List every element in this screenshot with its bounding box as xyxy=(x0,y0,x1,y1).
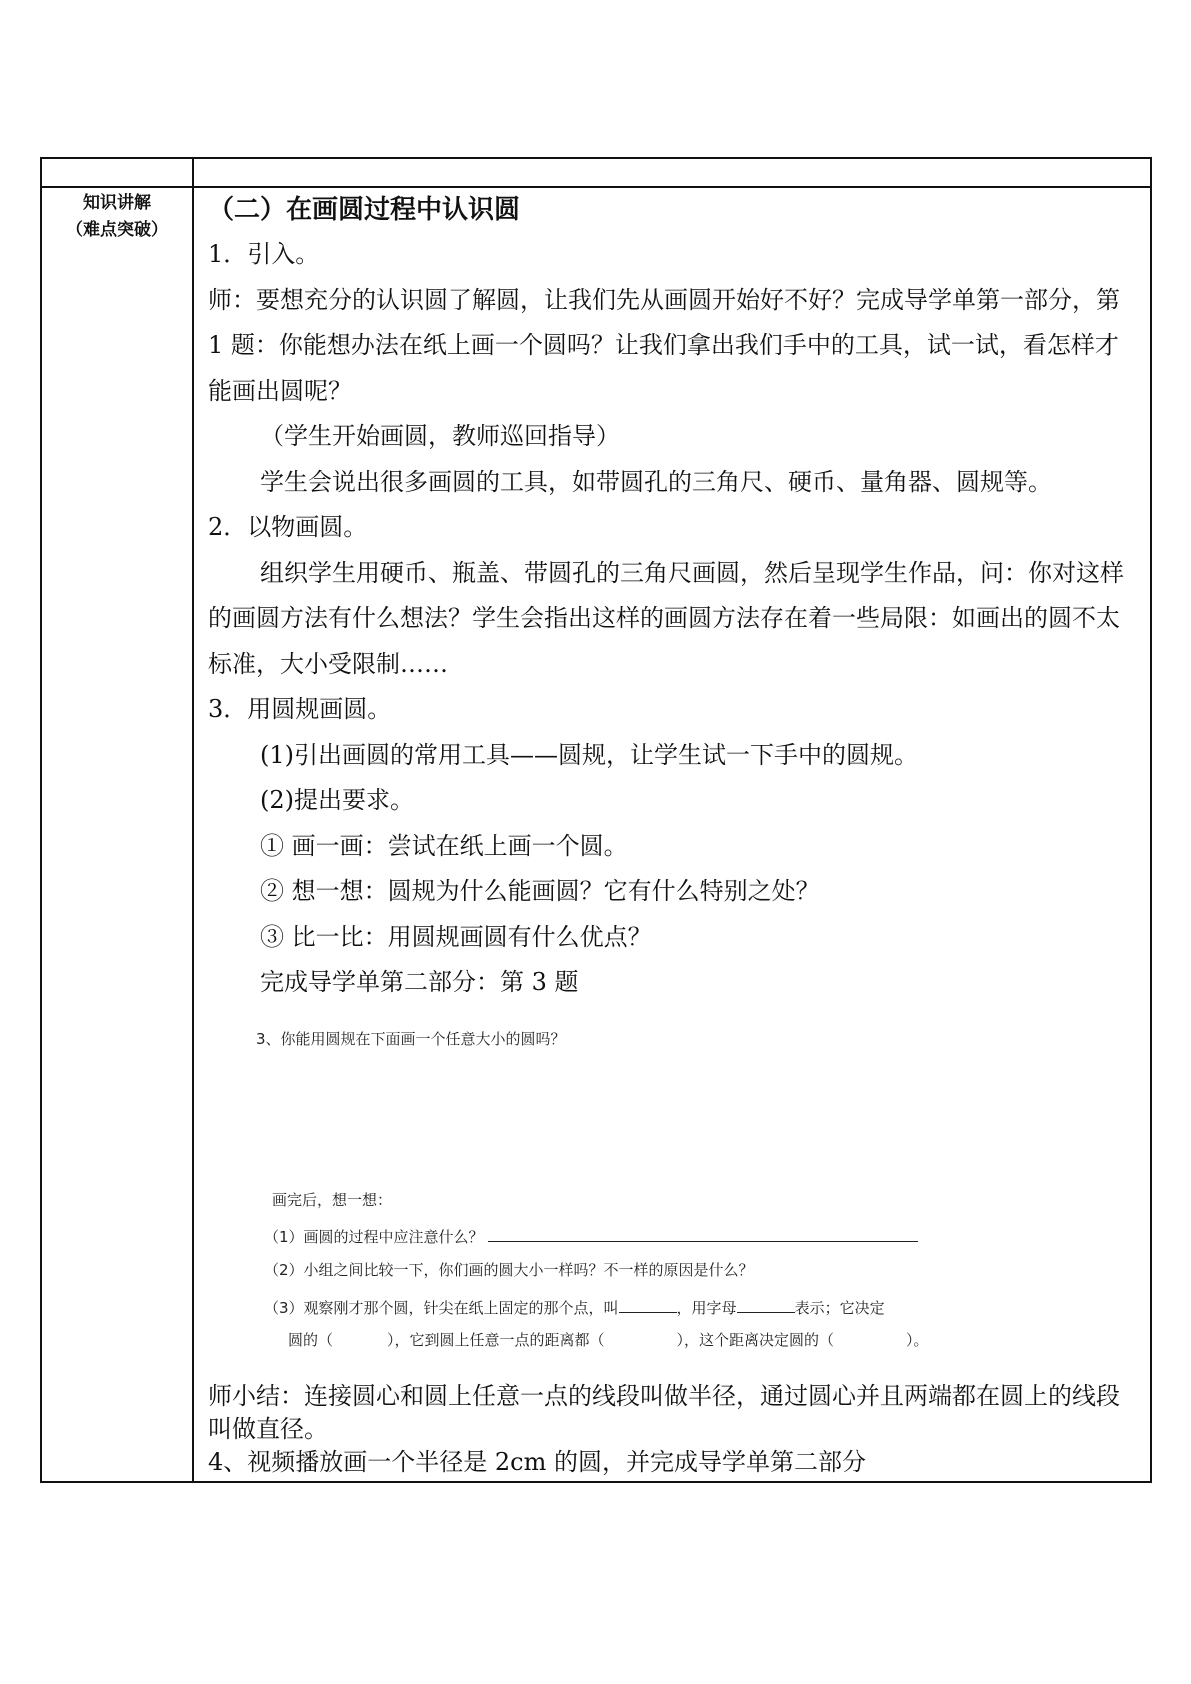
worksheet-line4-part1: 圆的（ xyxy=(288,1330,334,1349)
step3-item1: (1)引出画圆的常用工具——圆规，让学生试一下手中的圆规。 xyxy=(260,740,918,769)
worksheet-line2: （2）小组之间比较一下，你们画的圆大小一样吗？不一样的原因是什么？ xyxy=(264,1260,754,1279)
answer-blank xyxy=(737,1296,795,1313)
section-heading: （二）在画圆过程中认识圆 xyxy=(208,195,521,225)
worksheet-line4-part2: ），它到圆上任意一点的距离都（ xyxy=(387,1330,605,1349)
content-cell xyxy=(193,187,1151,1482)
worksheet-line3-part2: ，用字母 xyxy=(676,1298,737,1317)
empty-header-row xyxy=(41,158,1151,187)
worksheet-question3: 3、你能用圆规在下面画一个任意大小的圆吗？ xyxy=(256,1029,566,1048)
step1-text: 师：要想充分的认识圆了解圆，让我们先从画圆开始好不好？完成导学单第一部分，第 1 题：你能想办法在纸上画一个圆吗？让我们拿出我们手中的工具，试一试，看怎样才能画出圆呢？ xyxy=(208,285,1120,405)
worksheet-line3 xyxy=(264,1296,885,1318)
worksheet-line4-part4: ）。 xyxy=(906,1330,929,1349)
step3-complete: 完成导学单第二部分：第 3 题 xyxy=(260,968,579,996)
lesson-table xyxy=(40,157,1152,1483)
step1-answer: 学生会说出很多画圆的工具，如带圆孔的三角尺、硬币、量角器、圆规等。 xyxy=(260,467,1052,496)
worksheet-line3-part1: （3）观察刚才那个圆，针尖在纸上固定的那个点，叫 xyxy=(264,1298,619,1317)
lesson-content xyxy=(194,188,1150,1481)
step3-item2: (2)提出要求。 xyxy=(260,786,414,814)
step1-title: 1．引入。 xyxy=(208,240,320,268)
step3-title: 3．用圆规画圆。 xyxy=(208,695,392,723)
section-label-line1: 知识讲解 xyxy=(83,193,151,213)
step3-task2: ② 想一想：圆规为什么能画圆？它有什么特别之处？ xyxy=(260,877,820,905)
section-label-line2: （难点突破） xyxy=(66,220,168,240)
step2-text: 组织学生用硬币、瓶盖、带圆孔的三角尺画圆，然后呈现学生作品，问：你对这样的画圆方法有什么想法？学生会指出这样的画圆方法存在着一些局限：如画出的圆不太标准，大小受限制…… xyxy=(208,558,1124,678)
worksheet-line4-part3: ），这个距离决定圆的（ xyxy=(676,1330,835,1349)
section-label xyxy=(42,188,192,244)
worksheet-excerpt xyxy=(208,1006,1136,1366)
answer-blank xyxy=(488,1225,918,1242)
step4-video: 4、视频播放画一个半径是 2cm 的圆，并完成导学单第二部分 xyxy=(208,1447,866,1476)
content-row xyxy=(41,187,1151,1482)
worksheet-after-drawing: 画完后，想一想： xyxy=(272,1190,393,1209)
teacher-summary: 师小结：连接圆心和圆上任意一点的线段叫做半径，通过圆心并且两端都在圆上的线段叫做直径。 xyxy=(208,1381,1120,1443)
step3-task1: ① 画一画：尝试在纸上画一个圆。 xyxy=(260,831,628,860)
step2-title: 2．以物画圆。 xyxy=(208,513,368,541)
empty-left-cell xyxy=(41,158,193,187)
worksheet-line4 xyxy=(288,1330,929,1350)
answer-blank xyxy=(619,1296,677,1313)
worksheet-line1 xyxy=(264,1225,918,1247)
worksheet-line3-part3: 表示；它决定 xyxy=(794,1298,885,1317)
step3-task3: ③ 比一比：用圆规画圆有什么优点？ xyxy=(260,922,652,951)
step1-note: （学生开始画圆，教师巡回指导） xyxy=(260,422,620,450)
left-label-cell xyxy=(41,187,193,1482)
worksheet-line1-text: （1）画圆的过程中应注意什么？ xyxy=(264,1227,484,1246)
empty-right-cell xyxy=(193,158,1151,187)
